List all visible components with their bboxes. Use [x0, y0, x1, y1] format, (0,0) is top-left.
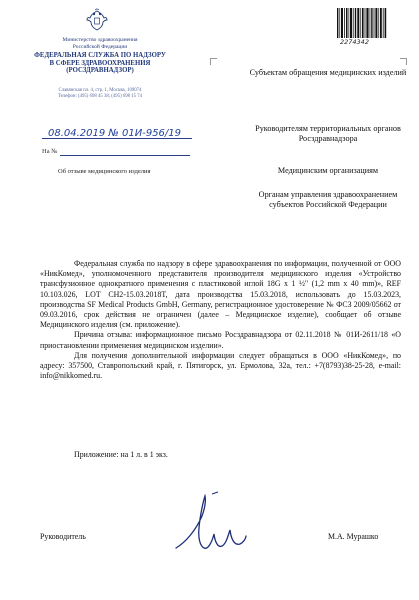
registration-handwritten: 08.04.2019 № 01И-956/19: [48, 128, 182, 139]
body-paragraph-1: Федеральная служба по надзору в сфере здравоохранения по информации, полученной от ООО «НикКомед», уполномоченного представителя производителя медицинского изделия «Устройство трансфузионное однократного применения с пластиковой иглой 18G х 1 ½" (1,2 mm х 40 mm)», REF 10.103.026, LOT CH2-15.03.2018T, дата производства 15.03.2018, использовать до 15.03.2023, производства SF Medical Products GmbH, Germany, регистрационное удостоверение № ФСЗ 2009/05662 от 09.03.2016, срок действия не ограничен (далее – Медицинское изделие), сообщает об отзыве Медицинского изделия (см. приложение).: [40, 259, 401, 330]
letterhead-address: [30, 88, 170, 100]
addressee-4: Органам управления здравоохранением субъектов Российской Федерации: [258, 190, 398, 209]
corner-mark: [400, 58, 407, 65]
signature-mark: [172, 490, 248, 560]
body-paragraph-3: Для получения дополнительной информации следует обращаться в ООО «НикКомед», по адресу: 357500, Ставропольский край, г. Пятигорск, ул. Ермолова, 32а, тел.: +7(8793)38-25-28, e-mail: info@nikkomed.ru.: [40, 350, 401, 381]
signatory-name: М.А. Мурашко: [328, 532, 379, 541]
service-line-3: (РОСЗДРАВНАДЗОР): [66, 67, 134, 75]
addressee-3: Медицинским организациям: [277, 166, 379, 175]
address-line-2: Телефон: (495) 698 45 38; (495) 698 15 74: [57, 94, 143, 99]
signatory-title: Руководитель: [40, 532, 86, 541]
registration-line: [42, 138, 192, 139]
attachment-note: Приложение: на 1 л. в 1 экз.: [74, 450, 168, 459]
ministry-line-1: Министерство здравоохранения: [62, 37, 138, 43]
service-line-2: В СФЕРЕ ЗДРАВООХРАНЕНИЯ: [49, 59, 151, 67]
corner-mark: [210, 58, 217, 65]
letter-subject: Об отзыве медицинского изделия: [58, 168, 151, 175]
service-line-1: ФЕДЕРАЛЬНАЯ СЛУЖБА ПО НАДЗОРУ: [34, 52, 166, 59]
ministry-name: [30, 37, 170, 50]
barcode-number: 2274342: [340, 38, 369, 46]
ministry-line-2: Российской Федерации: [72, 43, 128, 50]
letter-body: [40, 259, 401, 381]
address-line-1: Славянская пл. 4, стр. 1, Москва, 109074: [58, 88, 142, 93]
emblem-icon: [84, 8, 110, 34]
na-line: [60, 155, 190, 156]
body-paragraph-2: Причина отзыва: информационное письмо Росздравнадзора от 02.11.2018 № 01И-2611/18 «О приостановлении применения медицинском изделии».: [40, 330, 401, 350]
addressee-1: Субъектам обращения медицинских изделий: [249, 68, 407, 77]
addressee-2: Руководителям территориальных органов Росздравнадзора: [255, 124, 401, 143]
service-name: [24, 52, 176, 75]
barcode-icon: [337, 8, 387, 38]
na-prefix: На №: [42, 148, 58, 155]
